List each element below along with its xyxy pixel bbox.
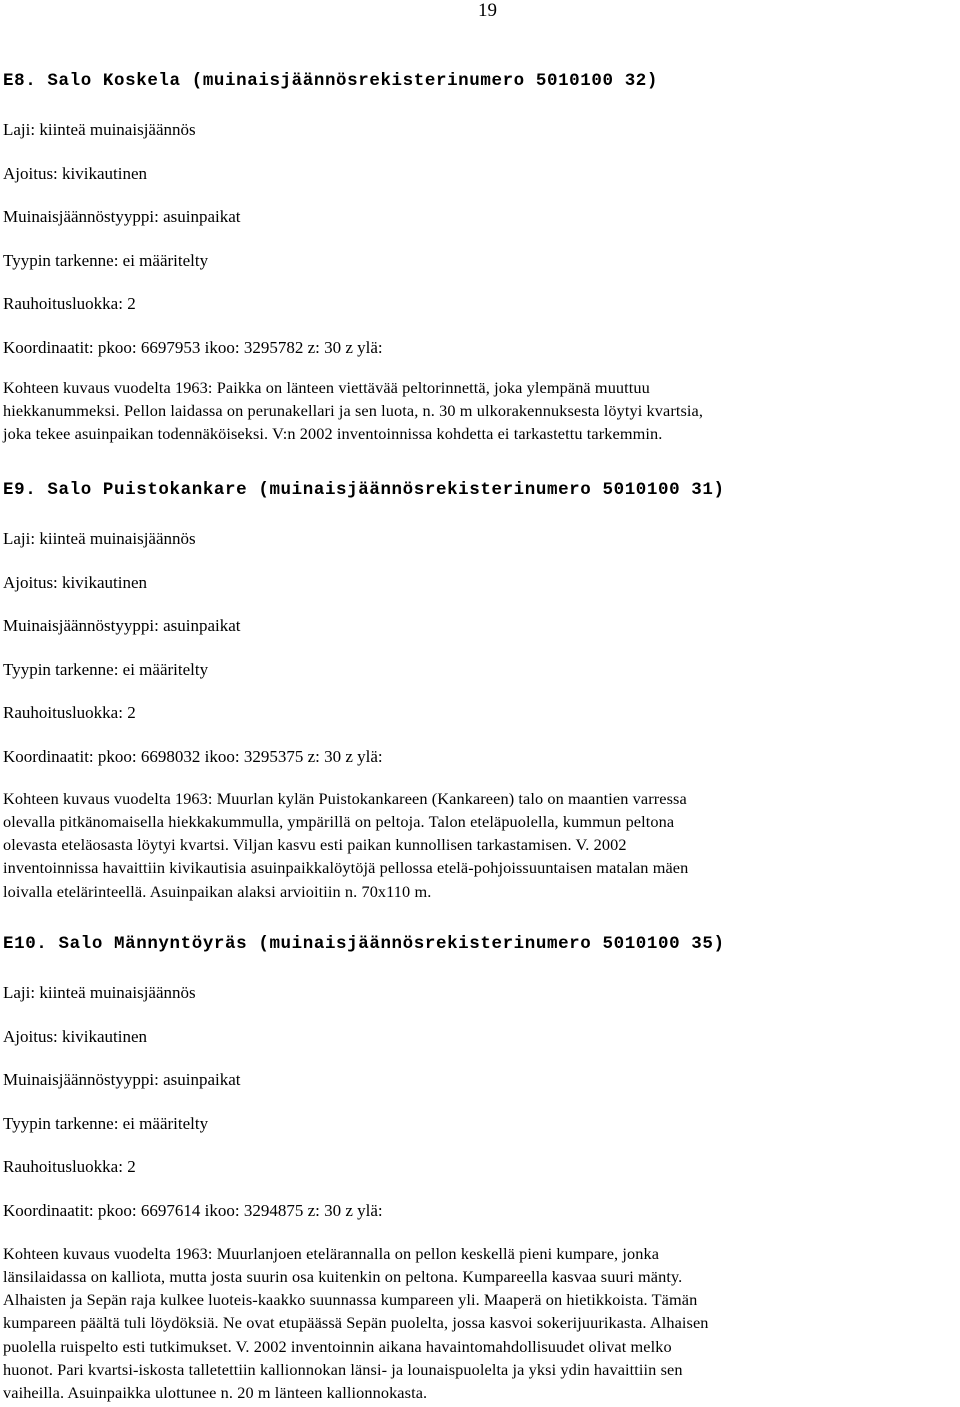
section-description xyxy=(3,376,957,446)
description-line: hiekkanummeksi. Pellon laidassa on perunakellari ja sen luota, n. 30 m ulkorakennuksesta löytyi kvartsia, xyxy=(3,400,704,420)
section-description xyxy=(3,787,957,903)
field-rauhoitusluokka: Rauhoitusluokka: 2 xyxy=(3,1157,136,1176)
section-heading: E8. Salo Koskela (muinaisjäännösrekisterinumero 5010100 32) xyxy=(3,71,659,91)
description-line: puolella ruispelto esti tutkimukset. V. 2002 inventoinnin aikana havaintomahdollisuudet olivat melko xyxy=(3,1336,672,1356)
description-line: Kohteen kuvaus vuodelta 1963: Muurlanjoen etelärannalla on pellon keskellä pieni kumpare, jonka xyxy=(3,1243,660,1263)
description-line: loivalla etelärinteellä. Asuinpaikan alaksi arvioitiin n. 70x110 m. xyxy=(3,881,432,901)
field-koordinaatit: Koordinaatit: pkoo: 6697953 ikoo: 3295782 z: 30 z ylä: xyxy=(3,337,383,357)
field-tyyppi: Muinaisjäännöstyyppi: asuinpaikat xyxy=(3,616,241,635)
field-tyyppi: Muinaisjäännöstyyppi: asuinpaikat xyxy=(3,207,241,226)
description-line: olevasta eteläosasta löytyi kvartsi. Viljan kasvu esti paikan kunnollisen tarkastamisen. V. 2002 xyxy=(3,835,627,855)
field-ajoitus: Ajoitus: kivikautinen xyxy=(3,572,148,592)
field-ajoitus: Ajoitus: kivikautinen xyxy=(3,1026,148,1046)
field-ajoitus: Ajoitus: kivikautinen xyxy=(3,163,148,183)
section-description xyxy=(3,1242,957,1405)
description-line: vaiheilla. Asuinpaikka ulottunee n. 20 m länteen kallionnokasta. xyxy=(3,1383,428,1403)
field-laji: Laji: kiinteä muinaisjäännös xyxy=(3,120,196,139)
description-line: Kohteen kuvaus vuodelta 1963: Muurlan kylän Puistokankareen (Kankareen) talo on maantien varressa xyxy=(3,788,687,808)
field-rauhoitusluokka: Rauhoitusluokka: 2 xyxy=(3,703,136,722)
field-koordinaatit: Koordinaatit: pkoo: 6698032 ikoo: 3295375 z: 30 z ylä: xyxy=(3,746,383,766)
field-koordinaatit: Koordinaatit: pkoo: 6697614 ikoo: 3294875 z: 30 z ylä: xyxy=(3,1200,383,1220)
section-e9 xyxy=(3,479,957,903)
section-heading: E10. Salo Männyntöyräs (muinaisjäännösrekisterinumero 5010100 35) xyxy=(3,934,725,954)
page-number: 19 xyxy=(478,0,497,21)
section-e10 xyxy=(3,933,957,1405)
description-line: olevalla pitkänomaisella hiekkakummulla, ympärillä on peltoja. Talon eteläpuolella, kummun peltona xyxy=(3,811,675,831)
description-line: inventoinnissa havaittiin kivikautisia asuinpaikkalöytöjä pellossa etelä-pohjoissuuntaisen matalan mäen xyxy=(3,858,689,878)
section-e8 xyxy=(3,70,957,445)
description-line: huonot. Pari kvartsi-iskosta talletettiin kallionnokan länsi- ja lounaispuolelta ja yksi ydin havaittiin sen xyxy=(3,1359,683,1379)
description-line: länsilaidassa on kalliota, mutta josta suurin osa kuitenkin on peltona. Kumpareella kasvaa suuri mänty. xyxy=(3,1266,683,1286)
field-laji: Laji: kiinteä muinaisjäännös xyxy=(3,983,196,1002)
description-line: joka tekee asuinpaikan todennäköiseksi. V:n 2002 inventoinnissa kohdetta ei tarkastettu tarkemmin. xyxy=(3,424,663,444)
field-tarkenne: Tyypin tarkenne: ei määritelty xyxy=(3,1113,209,1133)
field-tarkenne: Tyypin tarkenne: ei määritelty xyxy=(3,250,209,270)
section-heading: E9. Salo Puistokankare (muinaisjäännösrekisterinumero 5010100 31) xyxy=(3,480,725,500)
description-line: Kohteen kuvaus vuodelta 1963: Paikka on länteen viettävää peltorinnettä, joka ylempänä muuttuu xyxy=(3,377,650,397)
description-line: Alhaisten ja Sepän raja kulkee luoteis-kaakko suunnassa kumpareen yli. Maaperä on hietikkoista. Tämän xyxy=(3,1290,698,1310)
field-tarkenne: Tyypin tarkenne: ei määritelty xyxy=(3,659,209,679)
description-line: kumpareen päältä tuli löydöksiä. Ne ovat etupäässä Sepän puolelta, jossa kasvoi sokerijuurikasta. Alhaisen xyxy=(3,1313,709,1333)
field-tyyppi: Muinaisjäännöstyyppi: asuinpaikat xyxy=(3,1070,241,1089)
field-rauhoitusluokka: Rauhoitusluokka: 2 xyxy=(3,294,136,313)
field-laji: Laji: kiinteä muinaisjäännös xyxy=(3,529,196,548)
